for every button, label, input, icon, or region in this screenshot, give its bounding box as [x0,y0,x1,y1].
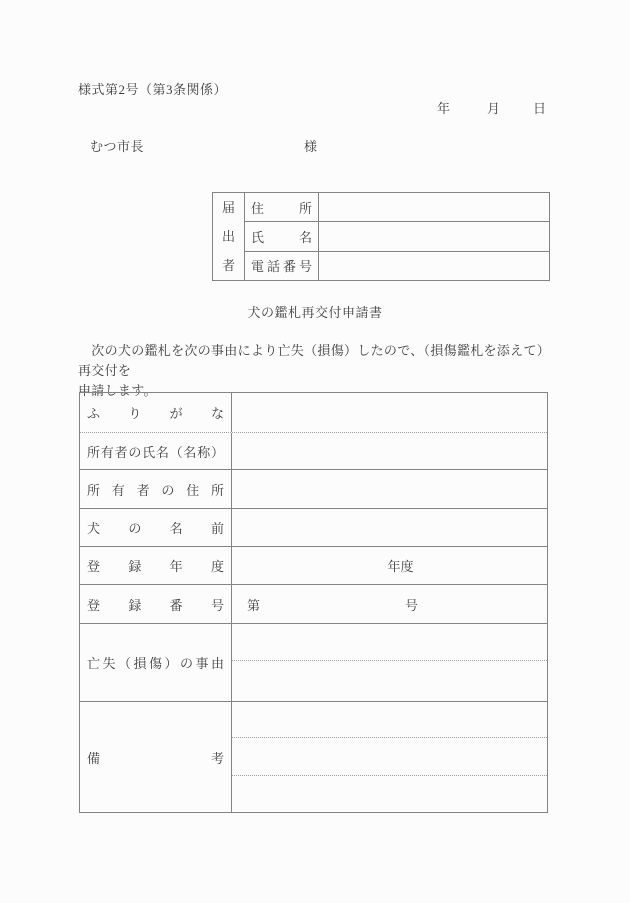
form-number: 様式第2号（第3条関係） [78,82,228,97]
date-line [437,98,546,117]
body-text-line-1: 次の犬の鑑札を次の事由により亡失（損傷）したので、（損傷鑑札を添えて）再交付を [78,343,544,378]
applicant-address-row [245,193,549,222]
loss-reason-row [80,624,547,702]
loss-reason-line-1[interactable] [232,624,547,661]
furigana-label-cell [80,393,232,432]
applicant-group-label: 届出者 [221,200,235,273]
remarks-label-cell [80,702,232,812]
loss-reason-field[interactable] [232,624,547,701]
applicant-group-cell [213,193,245,280]
owner-address-label-cell [80,470,232,508]
dog-name-row [80,509,547,547]
applicant-phone-label: 電話番号 [251,259,312,275]
applicant-phone-row [245,252,549,280]
registration-year-unit: 年度 [387,559,414,574]
registration-year-row [80,547,547,585]
applicant-name-field[interactable] [319,222,549,250]
remarks-row [80,702,547,812]
applicant-phone-field[interactable] [319,252,549,280]
dog-name-label-cell [80,509,232,546]
registration-number-row [80,585,547,624]
addressee-honorific: 様 [304,139,318,154]
owner-address-field[interactable] [232,470,547,508]
loss-reason-line-2[interactable] [232,661,547,701]
applicant-address-field[interactable] [319,193,549,221]
dog-name-label: 犬の名前 [87,521,224,536]
applicant-address-label: 住所 [251,200,312,216]
owner-name-row [80,433,547,470]
registration-year-label: 登録年度 [87,559,224,574]
date-day-label: 日 [533,101,547,116]
applicant-name-row [245,222,549,251]
remarks-line-1[interactable] [232,702,547,738]
owner-name-label: 所有者の氏名（名称） [87,444,224,460]
applicant-phone-label-cell [245,252,319,280]
registration-number-label: 登録番号 [87,597,224,613]
furigana-label: ふりがな [87,406,224,421]
registration-number-field[interactable] [232,585,547,623]
addressee-name: むつ市長 [90,139,145,154]
dog-name-field[interactable] [232,509,547,546]
owner-name-label-cell [80,433,232,469]
body-text-line-2: 申請します。 [78,383,157,398]
registration-number-label-cell [80,585,232,623]
registration-number-suffix: 号 [405,597,419,613]
applicant-name-label-cell [245,222,319,250]
remarks-line-3[interactable] [232,776,547,812]
registration-number-prefix: 第 [247,597,261,613]
applicant-table [212,192,550,281]
remarks-line-2[interactable] [232,738,547,776]
loss-reason-label-cell [80,624,232,701]
remarks-field[interactable] [232,702,547,812]
application-table [79,392,548,813]
furigana-field[interactable] [232,393,547,432]
furigana-row [80,393,547,433]
owner-name-field[interactable] [232,433,547,469]
date-year-label: 年 [437,101,451,116]
registration-year-field[interactable] [232,547,547,584]
applicant-address-label-cell [245,193,319,221]
remarks-label: 備考 [87,750,224,766]
document-title: 犬の鑑札再交付申請書 [247,305,383,320]
owner-address-row [80,470,547,509]
owner-address-label: 所有者の住所 [87,482,224,498]
date-month-label: 月 [487,101,501,116]
applicant-name-label: 氏名 [251,229,312,245]
registration-year-label-cell [80,547,232,584]
loss-reason-label: 亡失（損傷）の事由 [87,656,224,671]
